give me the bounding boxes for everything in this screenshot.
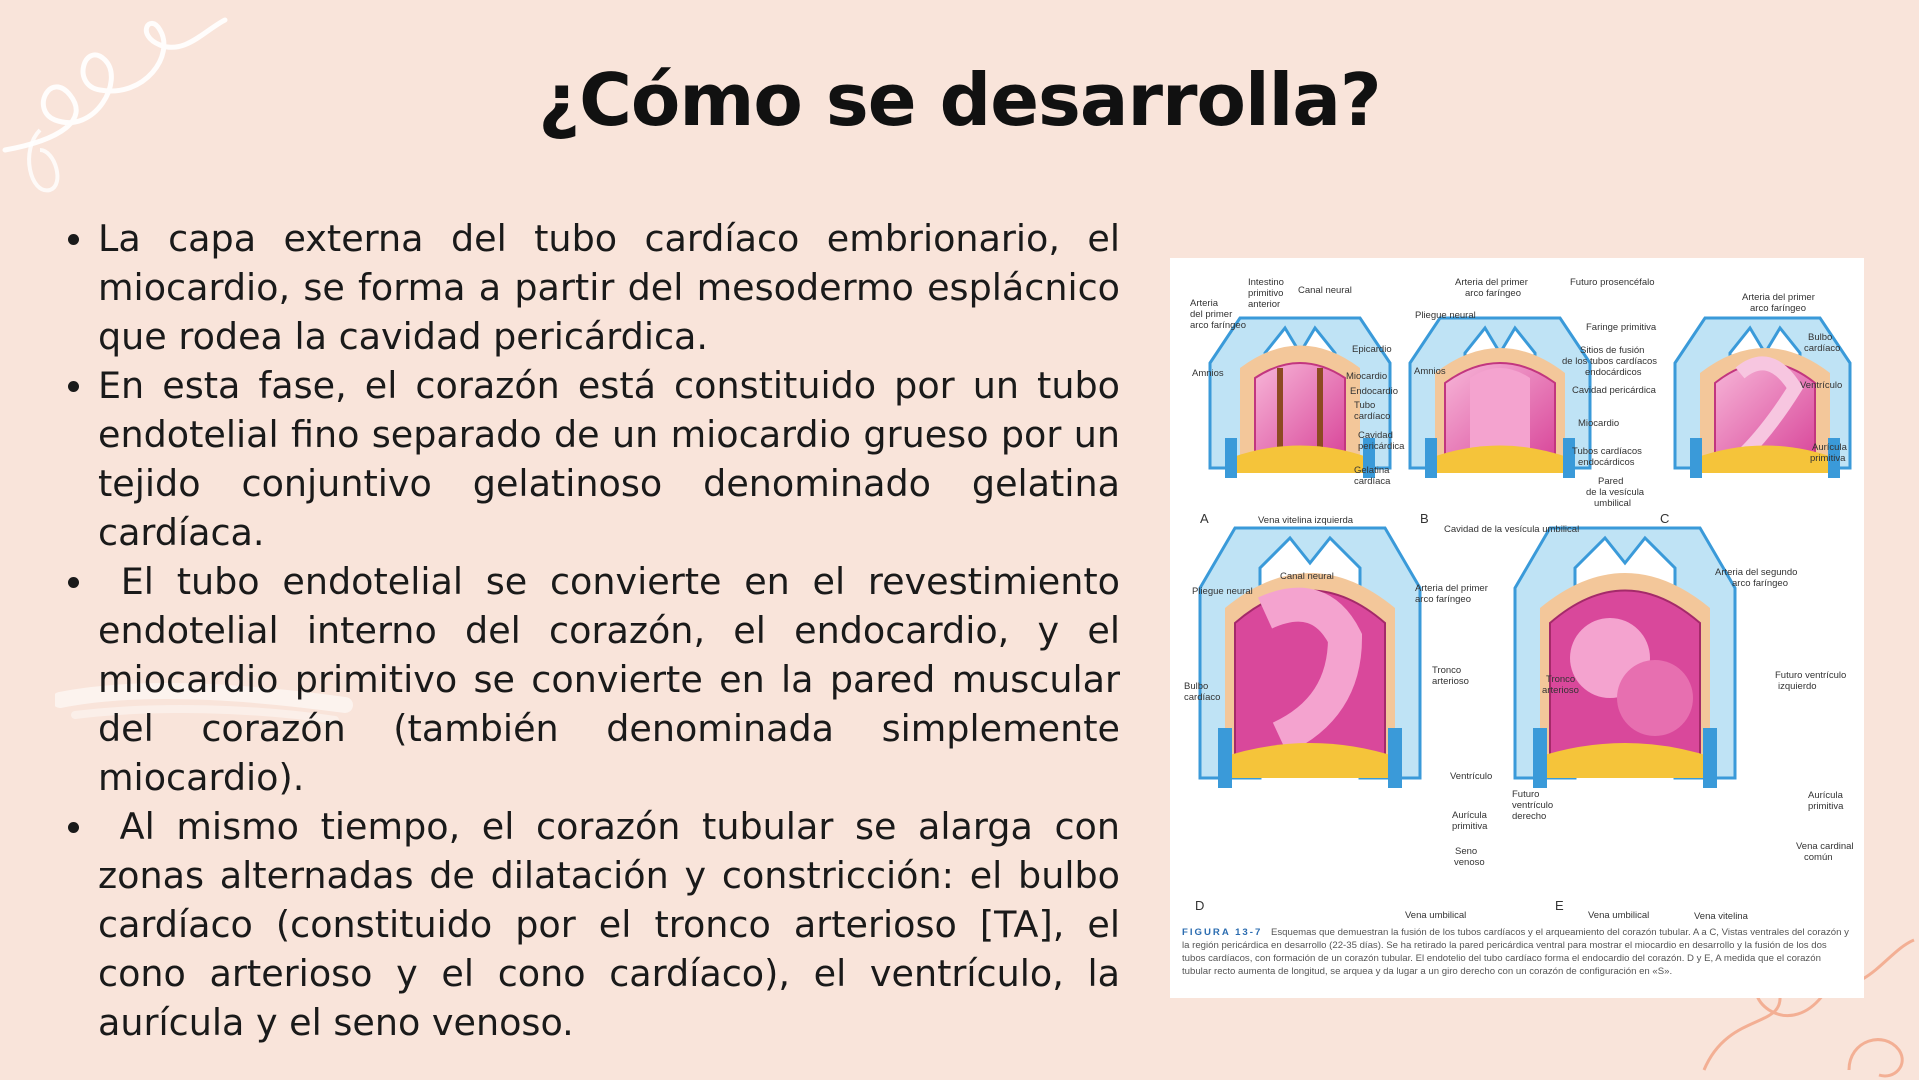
figure-label: Amnios [1192,368,1224,379]
figure-label: umbilical [1594,498,1631,509]
figure-label: cardíaca [1354,476,1391,487]
figure-label: Amnios [1414,366,1446,377]
figure-label: Pared [1598,476,1624,487]
bullet-icon [68,234,79,245]
figure-label: pericárdica [1358,441,1405,452]
figure-label: Tronco [1546,674,1576,685]
figure-label: cardíaco [1354,411,1391,422]
figure-label: izquierdo [1778,681,1817,692]
figure-label: de los tubos cardíacos [1562,356,1658,367]
figure-label: arterioso [1542,685,1579,696]
figure-label: Tubos cardíacos [1572,446,1642,457]
figure-label: endocárdicos [1578,457,1635,468]
figure-label: venoso [1454,857,1485,868]
figure-label: arco faríngeo [1190,320,1246,331]
figure-label: Tubo [1354,400,1376,411]
figure-label: Seno [1455,846,1478,857]
figure-label: arco faríngeo [1732,578,1788,589]
figure-label: primitiva [1452,821,1488,832]
figure-label: Cavidad pericárdica [1572,385,1656,396]
figure-label: Vena cardinal [1796,841,1854,852]
figure-label: arco faríngeo [1415,594,1471,605]
figure-label: primitiva [1810,453,1846,464]
figure-label: Tronco [1432,665,1462,676]
bullet-item [60,361,1120,557]
figure-label: arco faríngeo [1465,288,1521,299]
figure-label: Ventrículo [1800,380,1843,391]
figure-label: cardíaco [1184,692,1221,703]
figure-label: Arteria del primer [1455,277,1528,288]
bullet-icon [68,381,79,392]
figure-label: Miocardio [1346,371,1388,382]
figure-label: Cavidad [1358,430,1393,441]
bullet-icon [68,577,79,588]
panel-b [1410,318,1590,478]
figure-label: de la vesícula [1586,487,1645,498]
bullet-text: En esta fase, el corazón está constituido por un tubo endotelial fino separado de un miocardio grueso por un tejido conjuntivo gelatinoso denominado gelatina cardíaca. [98,364,1120,554]
figure-label: Vena umbilical [1588,910,1650,921]
figure-label: Arteria del primer [1742,292,1815,303]
bullet-item [60,557,1132,802]
figure-label: Bulbo [1184,681,1209,692]
figure-label: Aurícula [1452,810,1487,821]
bullet-list [60,214,1132,1047]
bullet-icon [68,822,79,833]
slide-title: ¿Cómo se desarrolla? [538,58,1381,142]
figure-label: Bulbo [1808,332,1833,343]
figure-caption-label: FIGURA 13-7 [1182,927,1263,938]
figure-label: Canal neural [1298,285,1352,296]
panel-letter-b: B [1420,511,1429,526]
figure-label: Pliegue neural [1192,586,1253,597]
figure-label: Faringe primitiva [1586,322,1657,333]
figure-label: cardíaco [1804,343,1841,354]
figure-label: Cavidad de la vesícula umbilical [1444,524,1580,535]
figure-label: Gelatina [1354,465,1390,476]
figure-illustration [1170,258,1864,923]
panel-e [1515,528,1735,788]
figure-label: Futuro ventrículo [1775,670,1847,681]
figure-label: endocárdicos [1585,367,1642,378]
panel-letter-e: E [1555,898,1564,913]
panel-letter-d: D [1195,898,1205,913]
figure-label: Vena umbilical [1405,910,1467,921]
figure-label: Ventrículo [1450,771,1493,782]
figure-label: arco faríngeo [1750,303,1806,314]
bullet-text: Al mismo tiempo, el corazón tubular se alarga con zonas alternadas de dilatación y constricción: el bulbo cardíaco (constituido por el tronco arterioso [TA], el cono arterioso y el cono cardíaco), el ventrículo, la aurícula y el seno venoso. [98,805,1132,1044]
figure-caption-text: Esquemas que demuestran la fusión de los tubos cardíacos y el arqueamiento del corazón tubular. A a C, Vistas ventrales del corazón y la región pericárdica en desarrollo (22-35 días). Se ha retirado la pared pericárdica ventral para mostrar el miocardio en desarrollo y la fusión de los dos tubos cardíacos, con formación de un corazón tubular. El endotelio del tubo cardíaco forma el endocardio del corazón. D y E, A medida que el corazón tubular recto aumenta de longitud, se arquea y da lugar a un giro derecho con un corazón de configuración en «S». [1182,927,1849,977]
figure-label: Vena vitelina [1694,911,1748,922]
bullet-text: La capa externa del tubo cardíaco embrionario, el miocardio, se forma a partir del mesodermo esplácnico que rodea la cavidad pericárdica. [98,217,1120,358]
figure-label: Arteria del primer [1415,583,1488,594]
heart-development-figure [1170,258,1864,998]
figure-label: Futuro [1512,789,1540,800]
figure-label: del primer [1190,309,1233,320]
figure-label: Arteria [1190,298,1218,309]
figure-label: Endocardio [1350,386,1399,397]
panel-letter-c: C [1660,511,1670,526]
figure-label: Pliegue neural [1415,310,1476,321]
figure-label: Vena vitelina izquierda [1258,515,1354,526]
figure-label: Aurícula [1808,790,1843,801]
panel-d [1200,528,1420,788]
figure-label: ventrículo [1512,800,1554,811]
bullet-text: El tubo endotelial se convierte en el revestimiento endotelial interno del corazón, el endocardio, y el miocardio primitivo se convierte en la pared muscular del corazón (también denominada simplemente miocardio). [98,560,1132,799]
panel-letter-a: A [1200,511,1209,526]
panel-a [1210,318,1390,478]
figure-label: Futuro prosencéfalo [1570,277,1655,288]
figure-label: Canal neural [1280,571,1334,582]
figure-label: Intestino [1248,277,1284,288]
figure-label: Arteria del segundo [1715,567,1798,578]
bullet-item [60,214,1120,361]
figure-label: anterior [1248,299,1281,310]
figure-label: Epicardio [1352,344,1392,355]
figure-caption [1182,926,1852,978]
figure-label: arterioso [1432,676,1469,687]
figure-label: común [1804,852,1833,863]
figure-label: Sitios de fusión [1580,345,1645,356]
figure-label: Aurícula [1812,442,1847,453]
figure-label: primitivo [1248,288,1284,299]
figure-label: primitiva [1808,801,1844,812]
bullet-item [60,802,1132,1047]
figure-label: Miocardio [1578,418,1620,429]
figure-label: derecho [1512,811,1547,822]
